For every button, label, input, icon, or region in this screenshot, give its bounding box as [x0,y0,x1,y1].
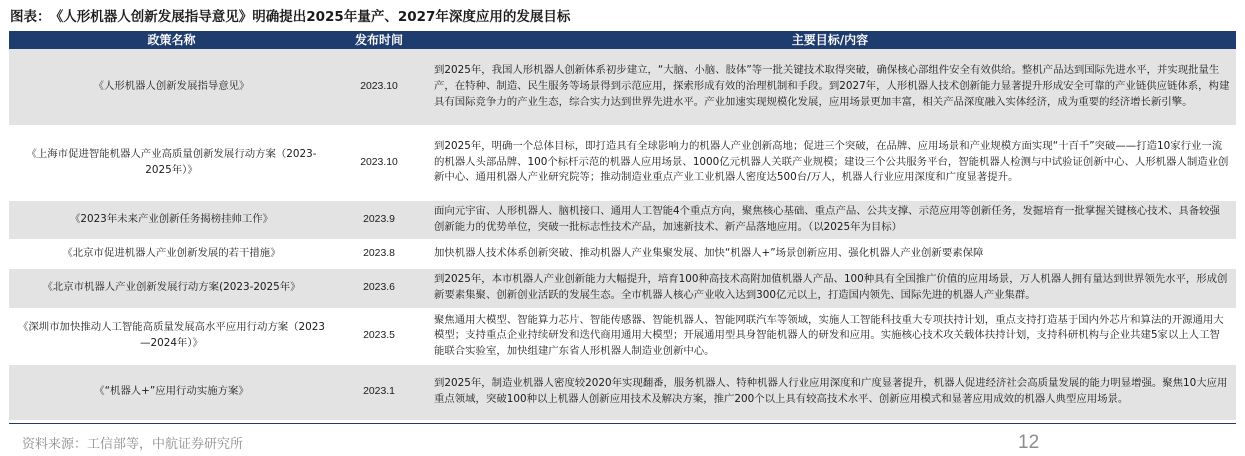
goal-cell: 到2025年，我国人形机器人创新体系初步建立，“大脑、小脑、肢体”等一批关键技术取得突破，确保核心部组件安全有效供给。整机产品达到国际先进水平，并实现批量生产，在特种、制造、民生服务等场景得到示范应用，探索形成有效的治理机制和手段。到2027年，人形机器人技术创新能力显著提升形成安全可靠的产业链供应链体系，构建具有国际竞争力的产业生态，综合实力达到世界先进水平。产业加速实现规模化发展，应用场景更加丰富，相关产品深度融入实体经济，成为重要的经济增长新引擎。 [424,49,1236,125]
table-row [9,49,1236,125]
goal-cell: 到2025年，制造业机器人密度较2020年实现翻番，服务机器人、特种机器人行业应用深度和广度显著提升，机器人促进经济社会高质量发展的能力明显增强。聚焦10大应用重点领域，突破100种以上机器人创新应用技术及解决方案，推广200个以上具有较高技术水平、创新应用模式和显著应用成效的机器人典型应用场景。 [424,364,1236,420]
policy-name-cell: 《北京市机器人产业创新发展行动方案(2023-2025年》 [9,268,334,308]
table-header-row [9,31,1236,49]
policy-name-cell: 《“机器人+”应用行动实施方案》 [9,364,334,420]
release-date-cell: 2023.8 [334,239,424,268]
footer-divider [9,423,1236,424]
goal-cell: 面向元宇宙、人形机器人、脑机接口、通用人工智能4个重点方向，聚焦核心基础、重点产品、公共支撑、示范应用等创新任务，发掘培育一批掌握关键核心技术、具备较强创新能力的优势单位，突破一批标志性技术产品，加速新技术、新产品落地应用。（以2025年为目标） [424,200,1236,239]
policy-name-cell: 《人形机器人创新发展指导意见》 [9,49,334,125]
release-date-cell: 2023.1 [334,364,424,420]
figure-title [10,6,1235,28]
policy-name-cell: 《深圳市加快推动人工智能高质量发展高水平应用行动方案（2023—2024年）》 [9,308,334,364]
policy-table [9,31,1236,421]
header-policy-name: 政策名称 [9,31,334,49]
goal-cell: 聚焦通用大模型、智能算力芯片、智能传感器、智能机器人、智能网联汽车等领域，实施人工智能科技重大专项扶持计划，重点支持打造基于国内外芯片和算法的开源通用大模型；支持重点企业持续研发和迭代商用通用大模型；开展通用型具身智能机器人的研发和应用。实施核心技术攻关载体扶持计划，支持科研机构与企业共建5家以上人工智能联合实验室，加快组建广东省人形机器人制造业创新中心。 [424,308,1236,364]
table-row [9,268,1236,308]
release-date-cell: 2023.6 [334,268,424,308]
figure-title-label: 图表： [10,9,51,25]
header-main-goals: 主要目标/内容 [424,31,1236,49]
goal-cell: 到2025年，本市机器人产业创新能力大幅提升，培育100种高技术高附加值机器人产品、100种具有全国推广价值的应用场景，万人机器人拥有量达到世界领先水平，形成创新要素集聚、创新创业活跃的发展生态。全市机器人核心产业收入达到300亿元以上，打造国内领先、国际先进的机器人产业集群。 [424,268,1236,308]
table-row [9,364,1236,420]
table-row [9,200,1236,239]
goal-cell: 加快机器人技术体系创新突破、推动机器人产业集聚发展、加快“机器人+”场景创新应用、强化机器人产业创新要素保障 [424,239,1236,268]
release-date-cell: 2023.10 [334,49,424,125]
page-number: 12 [1018,432,1040,453]
table-row [9,125,1236,200]
goal-cell: 到2025年，明确一个总体目标，即打造具有全球影响力的机器人产业创新高地；促进三个突破，在品牌、应用场景和产业规模方面实现“十百千”突破——打造10家行业一流的机器人头部品牌、100个标杆示范的机器人应用场景、1000亿元机器人关联产业规模；建设三个公共服务平台，智能机器人检测与中试验证创新中心、人形机器人制造业创新中心、通用机器人产业研究院等；推动制造业重点产业工业机器人密度达500台/万人，机器人行业应用深度和广度显著提升。 [424,125,1236,200]
policy-name-cell: 《2023年未来产业创新任务揭榜挂帅工作》 [9,200,334,239]
policy-name-cell: 《上海市促进智能机器人产业高质量创新发展行动方案（2023-2025年）》 [9,125,334,200]
table-row [9,308,1236,364]
release-date-cell: 2023.5 [334,308,424,364]
figure-title-text: 《人形机器人创新发展指导意见》明确提出2025年量产、2027年深度应用的发展目标 [56,9,571,25]
table-row [9,239,1236,268]
data-source-note: 资料来源：工信部等，中航证券研究所 [22,437,244,452]
release-date-cell: 2023.9 [334,200,424,239]
policy-name-cell: 《北京市促进机器人产业创新发展的若干措施》 [9,239,334,268]
header-release-date: 发布时间 [334,31,424,49]
release-date-cell: 2023.10 [334,125,424,200]
